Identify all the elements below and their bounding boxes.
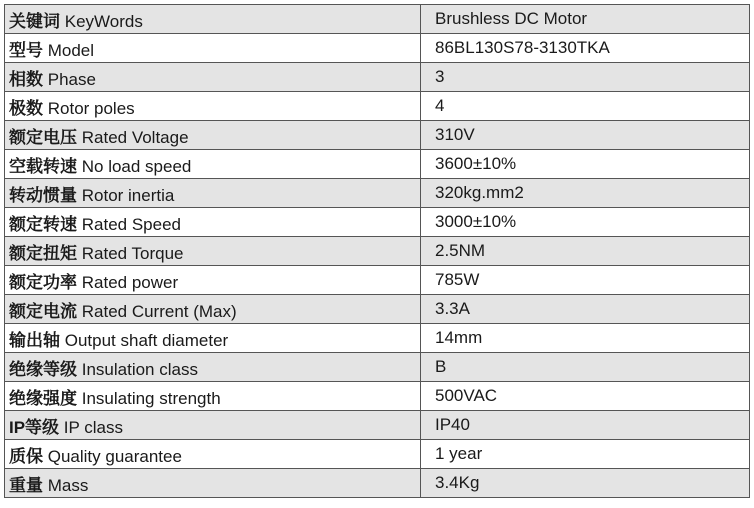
table-row <box>5 382 750 411</box>
label-en: Rated Voltage <box>81 127 189 147</box>
label-zh: 重量 <box>9 475 43 495</box>
row-value: 3 <box>421 63 750 92</box>
label-zh: 额定电压 <box>9 127 77 147</box>
table-row <box>5 469 750 498</box>
label-zh: 绝缘强度 <box>9 388 77 408</box>
row-label <box>5 440 421 469</box>
row-value: 14mm <box>421 324 750 353</box>
label-zh: 绝缘等级 <box>9 359 77 379</box>
row-value: IP40 <box>421 411 750 440</box>
label-en: Rated power <box>81 272 179 292</box>
row-value: 500VAC <box>421 382 750 411</box>
label-zh: 关键词 <box>9 11 60 31</box>
label-zh: 额定功率 <box>9 272 77 292</box>
label-zh: 额定电流 <box>9 301 77 321</box>
label-zh: 额定转速 <box>9 214 77 234</box>
label-en: Rated Current (Max) <box>81 301 237 321</box>
row-value: 785W <box>421 266 750 295</box>
row-label <box>5 324 421 353</box>
table-row <box>5 324 750 353</box>
row-label <box>5 208 421 237</box>
row-value: Brushless DC Motor <box>421 5 750 34</box>
label-zh: 空载转速 <box>9 156 77 176</box>
row-label <box>5 63 421 92</box>
label-zh: 输出轴 <box>9 330 60 350</box>
row-label <box>5 469 421 498</box>
row-label <box>5 179 421 208</box>
table-row <box>5 63 750 92</box>
row-value: 3000±10% <box>421 208 750 237</box>
table-row <box>5 266 750 295</box>
label-en: IP class <box>63 417 124 437</box>
row-value: 3.4Kg <box>421 469 750 498</box>
label-en: Rated Speed <box>81 214 181 234</box>
table-row <box>5 411 750 440</box>
row-value: 3600±10% <box>421 150 750 179</box>
row-label <box>5 237 421 266</box>
table-row <box>5 208 750 237</box>
row-label <box>5 5 421 34</box>
label-zh: 型号 <box>9 40 43 60</box>
row-value: 310V <box>421 121 750 150</box>
row-label <box>5 266 421 295</box>
row-value: 2.5NM <box>421 237 750 266</box>
row-label <box>5 34 421 63</box>
row-value: 86BL130S78-3130TKA <box>421 34 750 63</box>
label-en: Phase <box>47 69 96 89</box>
label-en: Quality guarantee <box>47 446 182 466</box>
label-zh: 转动惯量 <box>9 185 77 205</box>
table-row <box>5 237 750 266</box>
label-en: Output shaft diameter <box>64 330 229 350</box>
label-en: Mass <box>47 475 89 495</box>
label-en: Rated Torque <box>81 243 184 263</box>
label-zh: 极数 <box>9 98 43 118</box>
row-label <box>5 411 421 440</box>
label-zh: 额定扭矩 <box>9 243 77 263</box>
table-row <box>5 295 750 324</box>
table-row <box>5 5 750 34</box>
row-label <box>5 382 421 411</box>
label-zh: IP等级 <box>9 417 60 437</box>
label-en: Insulating strength <box>81 388 221 408</box>
row-value: B <box>421 353 750 382</box>
table-row <box>5 150 750 179</box>
row-value: 4 <box>421 92 750 121</box>
row-value: 3.3A <box>421 295 750 324</box>
label-en: Insulation class <box>81 359 198 379</box>
row-label <box>5 150 421 179</box>
table-row <box>5 34 750 63</box>
label-zh: 质保 <box>9 446 43 466</box>
table-row <box>5 179 750 208</box>
label-en: Model <box>47 40 95 60</box>
table-row <box>5 440 750 469</box>
table-row <box>5 353 750 382</box>
label-en: KeyWords <box>64 11 143 31</box>
row-value: 320kg.mm2 <box>421 179 750 208</box>
row-value: 1 year <box>421 440 750 469</box>
label-en: Rotor poles <box>47 98 135 118</box>
row-label <box>5 92 421 121</box>
label-zh: 相数 <box>9 69 43 89</box>
row-label <box>5 353 421 382</box>
row-label <box>5 121 421 150</box>
label-en: Rotor inertia <box>81 185 175 205</box>
spec-table <box>4 4 750 498</box>
table-row <box>5 121 750 150</box>
table-row <box>5 92 750 121</box>
row-label <box>5 295 421 324</box>
label-en: No load speed <box>81 156 192 176</box>
